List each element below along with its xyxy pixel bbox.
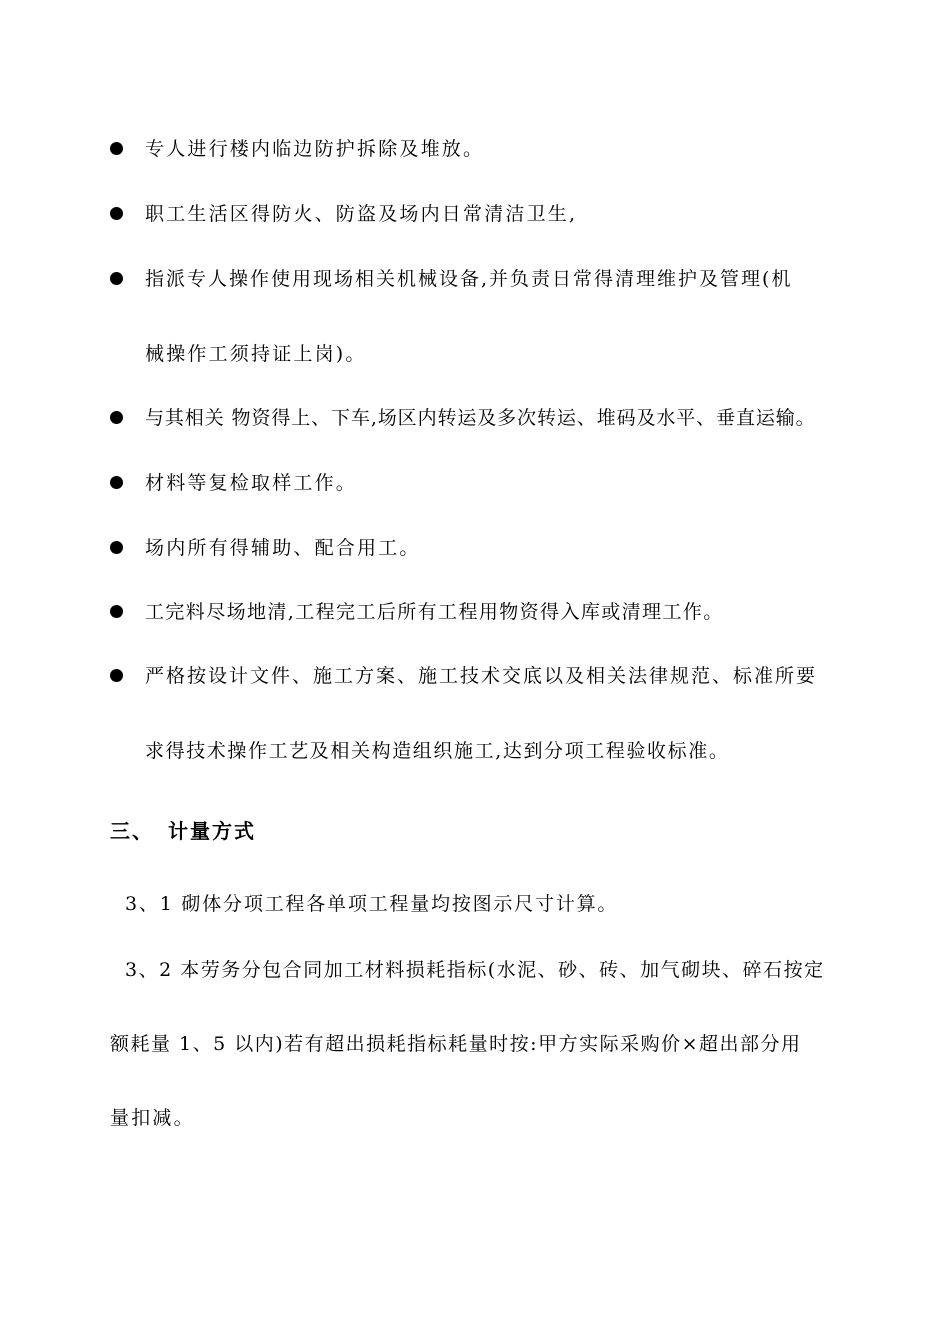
paragraph-3-2-continuation: 额耗量 1、5 以内)若有超出损耗指标耗量时按:甲方实际采购价×超出部分用: [110, 1033, 802, 1055]
bullet-icon: [110, 605, 123, 618]
bullet-text-continuation: 械操作工须持证上岗)。: [145, 343, 367, 365]
paragraph-3-1: 3、1 砌体分项工程各单项工程量均按图示尺寸计算。: [125, 893, 619, 915]
bullet-icon: [110, 207, 123, 220]
bullet-text: 指派专人操作使用现场相关机械设备,并负责日常得清理维护及管理(机: [145, 268, 793, 290]
bullet-text: 职工生活区得防火、防盗及场内日常清洁卫生,: [145, 203, 578, 225]
paragraph-3-2-continuation: 量扣减。: [110, 1107, 195, 1129]
section-title: 计量方式: [168, 819, 256, 843]
bullet-text: 专人进行楼内临边防护拆除及堆放。: [145, 138, 485, 160]
bullet-icon: [110, 272, 123, 285]
section-number: 三、: [110, 819, 154, 843]
bullet-icon: [110, 476, 123, 489]
bullet-icon: [110, 142, 123, 155]
bullet-icon: [110, 669, 123, 682]
paragraph-3-2: 3、2 本劳务分包合同加工材料损耗指标(水泥、砂、砖、加气砌块、碎石按定: [125, 959, 825, 981]
bullet-text: 材料等复检取样工作。: [145, 472, 358, 494]
bullet-icon: [110, 411, 123, 424]
bullet-text: 严格按设计文件、施工方案、施工技术交底以及相关法律规范、标准所要: [145, 665, 818, 687]
bullet-icon: [110, 541, 123, 554]
bullet-text-continuation: 求得技术操作工艺及相关构造组织施工,达到分项工程验收标准。: [145, 740, 730, 762]
bullet-text: 工完料尽场地清,工程完工后所有工程用物资得入库或清理工作。: [145, 601, 724, 623]
bullet-text: 场内所有得辅助、配合用工。: [145, 537, 421, 559]
bullet-text: 与其相关 物资得上、下车,场区内转运及多次转运、堆码及水平、垂直运输。: [145, 407, 816, 429]
